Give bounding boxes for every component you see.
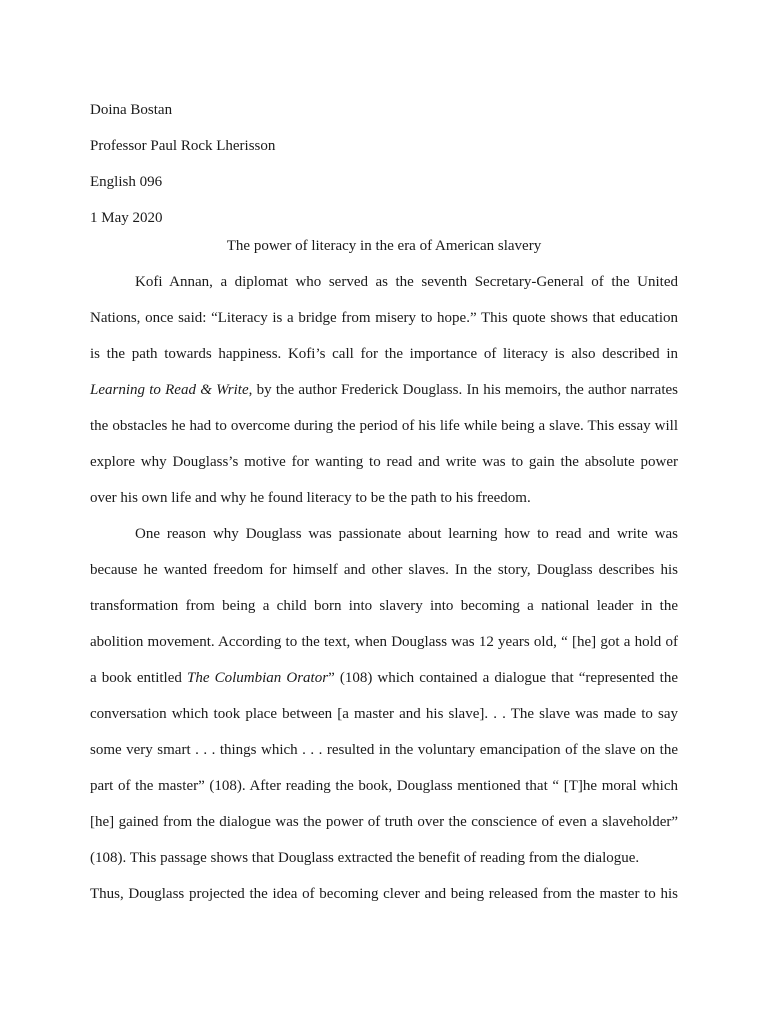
paragraph-1-line: Kofi Annan, a diplomat who served as the seventh Secretary-General of the United	[135, 274, 678, 290]
paragraph-2-line: conversation which took place between [a master and his slave]. . . The slave was made to say	[90, 706, 678, 722]
essay-date: 1 May 2020	[90, 210, 163, 226]
professor-name: Professor Paul Rock Lherisson	[90, 138, 276, 154]
paragraph-2-line: transformation from being a child born into slavery into becoming a national leader in the	[90, 598, 678, 614]
book-title-italic: The Columbian Orator	[186, 670, 329, 686]
paragraph-1-line: Nations, once said: “Literacy is a bridge from misery to hope.” This quote shows that education	[90, 310, 678, 326]
paragraph-2-line: One reason why Douglass was passionate about learning how to read and write was	[135, 526, 678, 542]
paragraph-1-line: the obstacles he had to overcome during the period of his life while being a slave. This essay will	[90, 418, 678, 434]
book-title-italic: Learning to Read & Write	[90, 382, 249, 398]
paragraph-2-text: ” (108) which contained a dialogue that “represented the	[328, 670, 678, 686]
paragraph-2-line: part of the master” (108). After reading the book, Douglass mentioned that “ [T]he moral which	[90, 778, 678, 794]
course-name: English 096	[90, 174, 163, 190]
essay-body	[90, 264, 678, 912]
paragraph-2-line: some very smart . . . things which . . . resulted in the voluntary emancipation of the slave on the	[90, 742, 678, 758]
paragraph-1-line: explore why Douglass’s motive for wanting to read and write was to gain the absolute power	[90, 454, 678, 470]
essay-title: The power of literacy in the era of American slavery	[226, 238, 542, 254]
paragraph-2-line: abolition movement. According to the text, when Douglass was 12 years old, “ [he] got a hold of	[90, 634, 678, 650]
paragraph-1-line: is the path towards happiness. Kofi’s call for the importance of literacy is also described in	[90, 346, 678, 362]
paragraph-2-line: (108). This passage shows that Douglass extracted the benefit of reading from the dialogue.	[90, 850, 640, 866]
mla-header	[90, 92, 690, 236]
paragraph-2-text: a book entitled	[90, 670, 187, 686]
paragraph-1-line: over his own life and why he found literacy to be the path to his freedom.	[90, 490, 531, 506]
paragraph-1-text: , by the author Frederick Douglass. In his memoirs, the author narrates	[248, 382, 678, 398]
paragraph-2-line: Thus, Douglass projected the idea of becoming clever and being released from the master to his	[90, 886, 678, 902]
paragraph-1-line	[90, 372, 678, 408]
paragraph-2-line: [he] gained from the dialogue was the power of truth over the conscience of even a slaveholder”	[90, 814, 678, 830]
paragraph-2-line: because he wanted freedom for himself and other slaves. In the story, Douglass describes his	[90, 562, 678, 578]
author-name: Doina Bostan	[90, 102, 173, 118]
paragraph-2-line	[90, 660, 678, 696]
